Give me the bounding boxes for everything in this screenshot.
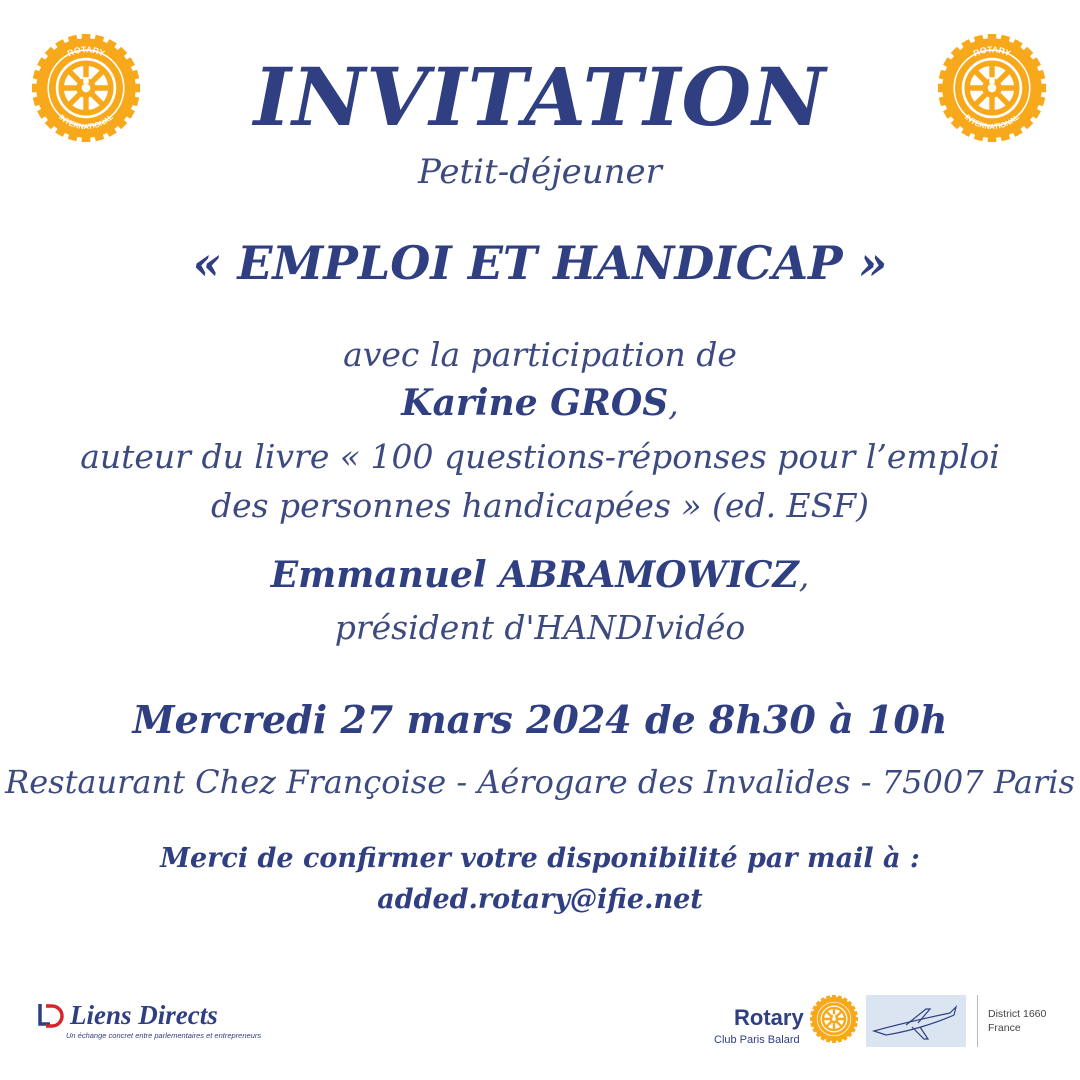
country-label: France [988, 1022, 1021, 1034]
speaker2-name: Emmanuel ABRAMOWICZ [270, 554, 799, 596]
speaker1-description-line1: auteur du livre « 100 questions-réponses pour l’emploi [80, 437, 1000, 476]
emblem-bottom-text: INTERNATIONAL [963, 112, 1021, 132]
speaker2-separator: , [798, 556, 810, 595]
emblem-bottom-text: INTERNATIONAL [57, 112, 115, 132]
rsvp-email[interactable]: added.rotary@ifie.net [377, 884, 703, 915]
speaker1-description-line2: des personnes handicapées » (ed. ESF) [210, 486, 870, 525]
liens-directs-tagline: Un échange concret entre parlementaires et entrepreneurs [66, 1031, 262, 1040]
liens-directs-name: Liens Directs [70, 1000, 218, 1030]
speaker1-separator: , [668, 384, 679, 423]
participation-intro: avec la participation de [343, 335, 737, 374]
emblem-top-text: ROTARY [971, 44, 1013, 59]
rotary-wordmark: Rotary [734, 1005, 804, 1030]
club-logo-box [866, 995, 966, 1047]
speaker1-line [0, 382, 1080, 424]
event-date: Mercredi 27 mars 2024 de 8h30 à 10h [132, 697, 948, 742]
subtitle: Petit-déjeuner [418, 152, 662, 192]
club-name: Club Paris Balard [714, 1034, 800, 1046]
theme-heading: « EMPLOI ET HANDICAP » [192, 236, 888, 290]
emblem-top-text: ROTARY [65, 44, 107, 59]
event-venue: Restaurant Chez Françoise - Aérogare des Invalides - 75007 Paris [5, 763, 1075, 801]
speaker2-line [0, 554, 1080, 596]
airplane-icon [866, 995, 966, 1047]
district-label: District 1660 [988, 1008, 1047, 1020]
rotary-small-wheel-icon [810, 995, 858, 1043]
rsvp-text: Merci de confirmer votre disponibilité par mail à : [160, 843, 920, 874]
footer-divider [977, 995, 978, 1047]
liens-directs-mark-icon [36, 1000, 66, 1032]
invitation-title: INVITATION [253, 50, 827, 144]
speaker2-description: président d'HANDIvidéo [334, 608, 746, 647]
speaker1-name: Karine GROS [401, 382, 669, 424]
